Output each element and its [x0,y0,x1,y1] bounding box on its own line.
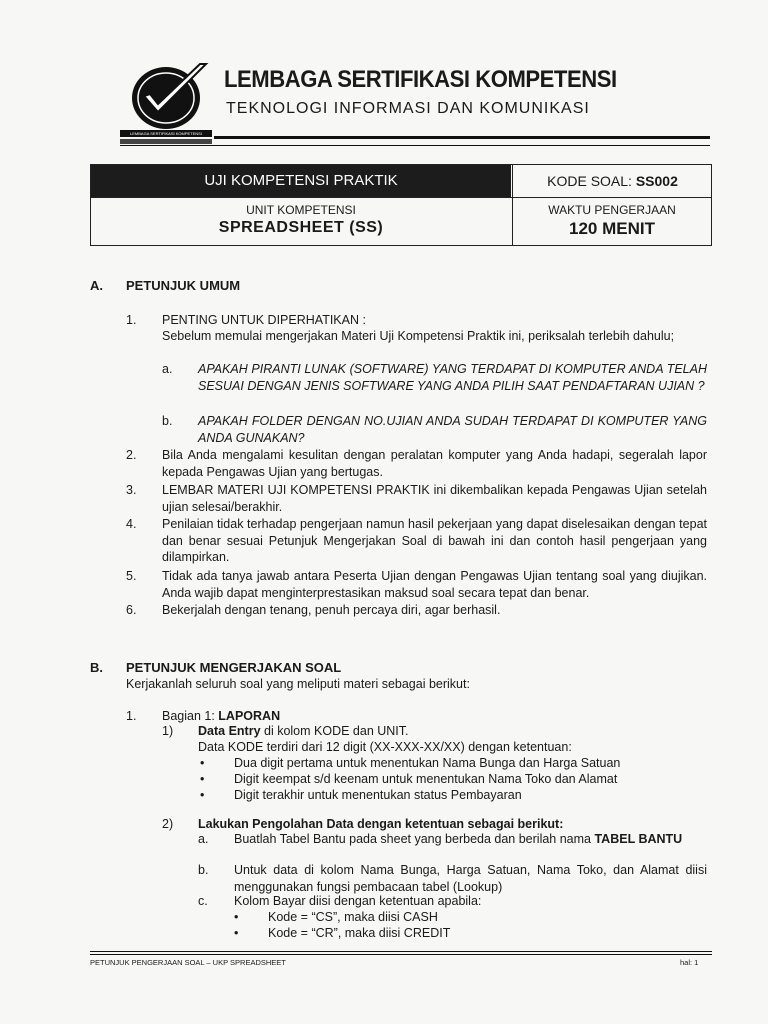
part-prefix: Bagian 1: [162,709,219,723]
item-5-text: Tidak ada tanya jawab antara Peserta Ujian dengan Pengawas Ujian tentang soal yang diujikan. Anda wajib dapat menginterprestasikan maksud soal secara tepat dan benar. [162,569,707,600]
bullet-icon: • [234,910,239,924]
sub-item-letter: a. [198,832,209,846]
footer-rule [90,951,712,952]
unit-label: UNIT KOMPETENSI [246,203,356,217]
exam-code-label: KODE SOAL: [547,173,636,189]
sub-item-letter: a. [162,362,173,376]
unit-value: SPREADSHEET (SS) [218,219,384,236]
step-2-c-bullet: Kode = “CR”, maka diisi CREDIT [268,926,451,940]
section-a-letter: A. [90,278,103,293]
time-value: 120 MENIT [569,219,655,238]
logo-caption: LEMBAGA SERTIFIKASI KOMPETENSI [120,130,212,137]
item-number: 5. [126,569,137,583]
bullet-icon: • [200,788,205,802]
org-name: LEMBAGA SERTIFIKASI KOMPETENSI [224,66,617,93]
exam-code [512,165,712,197]
sub-item-b-text: APAKAH FOLDER DENGAN NO.UJIAN ANDA SUDAH TERDAPAT DI KOMPUTER YANG ANDA GUNAKAN? [198,414,707,445]
item-number: 4. [126,517,137,531]
section-b-letter: B. [90,660,103,675]
table-divider [91,197,711,198]
part-number: 1. [126,709,137,723]
sub-item-letter: c. [198,894,208,908]
step-1-rest: di kolom KODE dan UNIT. [260,724,409,738]
step-2-b-text: Untuk data di kolom Nama Bunga, Harga Satuan, Nama Toko, dan Alamat diisi menggunakan fungsi pembacaan tabel (Lookup) [234,863,707,894]
step-1-desc: Data KODE terdiri dari 12 digit (XX-XXX-XX/XX) dengan ketentuan: [198,740,572,754]
footer-doc-title: PETUNJUK PENGERJAAN SOAL – UKP SPREADSHEET [90,958,286,967]
step-2-a-bold: TABEL BANTU [594,832,683,846]
step-2-c-text: Kolom Bayar diisi dengan ketentuan apabila: [234,894,482,908]
bullet-icon: • [200,756,205,770]
step-2-a-text [234,831,707,848]
sub-item-a-text: APAKAH PIRANTI LUNAK (SOFTWARE) YANG TERDAPAT DI KOMPUTER ANDA TELAH SESUAI DENGAN JENIS SOFTWARE YANG ANDA PILIH SAAT PENDAFTARAN UJIAN ? [198,362,707,393]
step-2-a-plain: Buatlah Tabel Bantu pada sheet yang berbeda dan berilah nama [234,832,595,846]
footer-rule [90,954,712,955]
section-a-title: PETUNJUK UMUM [126,278,241,293]
section-b-intro: Kerjakanlah seluruh soal yang meliputi materi sebagai berikut: [126,677,470,691]
item-number: 6. [126,603,137,617]
step-1-bullet: Dua digit pertama untuk menentukan Nama Bunga dan Harga Satuan [234,756,621,770]
item-4-text: Penilaian tidak terhadap pengerjaan namun hasil pekerjaan yang dapat diselesaikan dengan tepat dan benar sesuai Petunjuk Mengerjakan Soal di bawah ini dan contoh hasil pengerjaan yang dilampirkan. [162,517,707,564]
exam-header-table [90,164,712,246]
item-6-text: Bekerjalah dengan tenang, penuh percaya diri, agar berhasil. [162,603,501,617]
exam-title: UJI KOMPETENSI PRAKTIK [91,165,511,197]
footer-page-number: hal: 1 [680,958,699,967]
time-label: WAKTU PENGERJAAN [548,203,676,217]
step-number: 1) [162,724,174,738]
step-1-bold: Data Entry [198,724,261,738]
item-3-text: LEMBAR MATERI UJI KOMPETENSI PRAKTIK ini dikembalikan kepada Pengawas Ujian setelah ujian selesai/berakhir. [162,483,707,514]
step-1-heading [198,723,409,740]
sub-item-letter: b. [198,863,209,877]
step-1-bullet: Digit terakhir untuk menentukan status Pembayaran [234,788,522,802]
item-number: 1. [126,313,137,327]
step-number: 2) [162,817,174,831]
header-rule-thick [214,136,710,139]
logo-caption-bar [120,139,212,144]
step-1-bullet: Digit keempat s/d keenam untuk menentukan Nama Toko dan Alamat [234,772,618,786]
header-rule-thin [120,145,710,146]
item-2-text: Bila Anda mengalami kesulitan dengan peralatan komputer yang Anda hadapi, segeralah lapor kepada Pengawas Ujian yang bertugas. [162,448,707,479]
exam-code-value: SS002 [635,173,678,189]
item-number: 2. [126,448,137,462]
item-1-heading: PENTING UNTUK DIPERHATIKAN : [162,313,366,327]
sub-item-letter: b. [162,414,173,428]
item-1-text: Sebelum memulai mengerjakan Materi Uji Kompetensi Praktik ini, periksalah terlebih dahulu; [162,329,675,343]
lsk-logo [128,60,212,132]
part-title: LAPORAN [218,709,281,723]
step-2-title: Lakukan Pengolahan Data dengan ketentuan sebagai berikut: [198,817,564,831]
bullet-icon: • [200,772,205,786]
section-b-title: PETUNJUK MENGERJAKAN SOAL [126,660,342,675]
step-2-c-bullet: Kode = “CS”, maka diisi CASH [268,910,438,924]
bullet-icon: • [234,926,239,940]
org-subtitle: TEKNOLOGI INFORMASI DAN KOMUNIKASI [226,100,590,117]
item-number: 3. [126,483,137,497]
